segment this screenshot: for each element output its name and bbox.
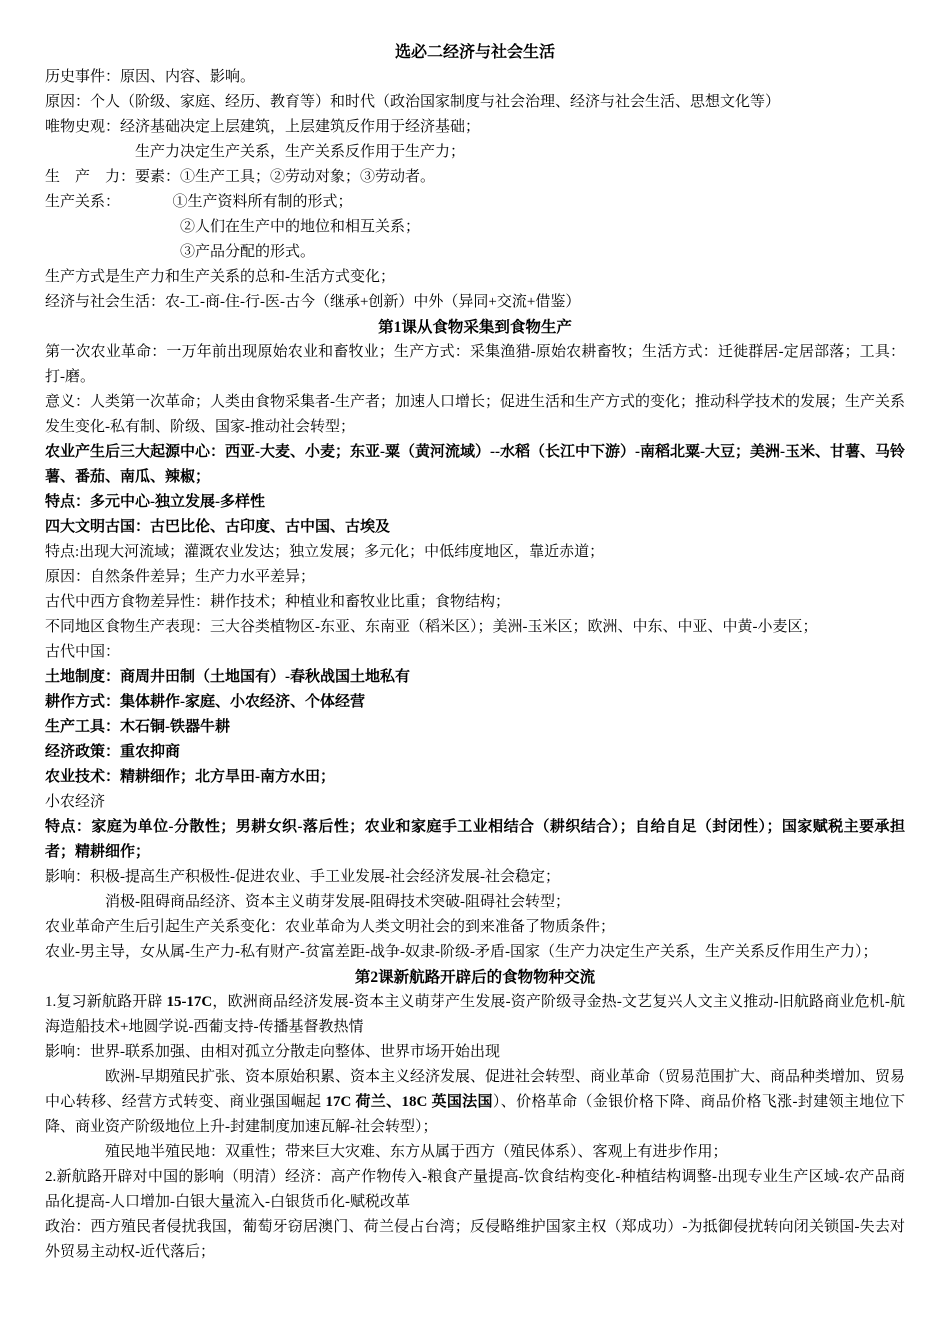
- paragraph: 农业革命产生后引起生产关系变化：农业革命为人类文明社会的到来准备了物质条件；: [45, 919, 616, 935]
- text-run: ，欧洲商品经济发展-资本主义萌芽产生发展-资产阶级寻金热-文艺复兴人文主义推动-旧航路商业危机-航海造船技术+地圆学说-西葡支持-传播基督教热情: [45, 994, 905, 1035]
- text-run: ）、价格革命（金银价格下降、商品价格飞涨-封建领主地位下降、商业资产阶级地位上升-封建制度加速瓦解-社会转型）；: [45, 1094, 905, 1135]
- paragraph: 政治：西方殖民者侵扰我国，葡萄牙窃居澳门、荷兰侵占台湾；反侵略维护国家主权（郑成功）-为抵御侵扰转向闭关锁国-失去对外贸易主动权-近代落后；: [45, 1219, 905, 1260]
- paragraph: 影响：积极-提高生产积极性-促进农业、手工业发展-社会经济发展-社会稳定；: [45, 869, 560, 885]
- paragraph: 2.新航路开辟对中国的影响（明清）经济：高产作物传入-粮食产量提高-饮食结构变化-种植结构调整-出现专业生产区域-农产品商品化提高-人口增加-白银大量流入-白银货币化-赋税改革: [45, 1169, 905, 1210]
- text-run: 欧洲-早期殖民扩张、资本原始积累、资本主义经济发展、促进社会转型、商业革命（贸易范围扩大、商品种类增加、贸易中心转移、经营方式转变、商业强国崛起: [45, 1069, 906, 1110]
- paragraph: 小农经济: [45, 794, 106, 810]
- paragraph: 不同地区食物生产表现：三大谷类植物区-东亚、东南亚（稻米区）；美洲-玉米区；欧洲、中东、中亚、中黄-小麦区；: [45, 619, 818, 635]
- paragraph: 土地制度：商周井田制（土地国有）-春秋战国土地私有: [45, 669, 410, 685]
- paragraph: 农业技术：精耕细作；北方旱田-南方水田；: [45, 769, 335, 785]
- paragraph: 特点：多元中心-独立发展-多样性: [45, 494, 265, 510]
- paragraph: 特点：家庭为单位-分散性；男耕女织-落后性；农业和家庭手工业相结合（耕织结合）；自给自足（封闭性）；国家赋税主要承担者；精耕细作；: [45, 819, 905, 860]
- paragraph: 经济政策：重农抑商: [45, 744, 181, 760]
- paragraph: ②人们在生产中的地位和相互关系；: [45, 219, 421, 235]
- paragraph: 耕作方式：集体耕作-家庭、小农经济、个体经营: [45, 694, 365, 710]
- paragraph: 第一次农业革命：一万年前出现原始农业和畜牧业；生产方式：采集渔猎-原始农耕畜牧；生活方式：迁徙群居-定居部落；工具：打-磨。: [45, 344, 905, 385]
- section-heading: 第1课从食物采集到食物生产: [378, 319, 572, 336]
- paragraph: ③产品分配的形式。: [45, 244, 316, 260]
- paragraph: 古代中西方食物差异性：耕作技术；种植业和畜牧业比重；食物结构；: [45, 594, 511, 610]
- doc-title: 选必二经济与社会生活: [394, 44, 555, 61]
- paragraph: 殖民地半殖民地：双重性；带来巨大灾难、东方从属于西方（殖民体系）、客观上有进步作用；: [45, 1144, 728, 1160]
- bold-run: 17C 荷兰、18C 英国法国: [325, 1094, 493, 1110]
- paragraph: 原因：自然条件差异；生产力水平差异；: [45, 569, 316, 585]
- paragraph: 生 产 力：要素：①生产工具；②劳动对象；③劳动者。: [45, 169, 436, 185]
- paragraph: 消极-阻碍商品经济、资本主义萌芽发展-阻碍技术突破-阻碍社会转型；: [45, 894, 570, 910]
- paragraph: [45, 1065, 905, 1140]
- paragraph: 历史事件：原因、内容、影响。: [45, 69, 256, 85]
- paragraph: 农业产生后三大起源中心：西亚-大麦、小麦；东亚-粟（黄河流域）--水稻（长江中下游）-南稻北粟-大豆；美洲-玉米、甘薯、马铃薯、番茄、南瓜、辣椒；: [45, 444, 905, 485]
- paragraph: 唯物史观：经济基础决定上层建筑，上层建筑反作用于经济基础；: [45, 119, 481, 135]
- paragraph: 生产方式是生产力和生产关系的总和-生活方式变化；: [45, 269, 395, 285]
- paragraph: [45, 990, 905, 1040]
- paragraph: 四大文明古国：古巴比伦、古印度、古中国、古埃及: [45, 519, 391, 535]
- section-heading: 第2课新航路开辟后的食物物种交流: [354, 969, 596, 986]
- paragraph: 特点:出现大河流域；灌溉农业发达；独立发展；多元化；中低纬度地区，靠近赤道；: [45, 544, 605, 560]
- bold-run: 15-17C: [166, 994, 213, 1010]
- paragraph: 生产工具：木石铜-铁器牛耕: [45, 719, 230, 735]
- paragraph: 影响：世界-联系加强、由相对孤立分散走向整体、世界市场开始出现: [45, 1044, 500, 1060]
- paragraph: 经济与社会生活：农-工-商-住-行-医-古今（继承+创新）中外（异同+交流+借鉴）: [45, 294, 581, 310]
- paragraph: 生产关系： ①生产资料所有制的形式；: [45, 194, 353, 210]
- text-run: 1.复习新航路开辟: [45, 994, 167, 1010]
- paragraph: 古代中国：: [45, 644, 121, 660]
- paragraph: 生产力决定生产关系，生产关系反作用于生产力；: [45, 144, 466, 160]
- paragraph: 意义：人类第一次革命；人类由食物采集者-生产者；加速人口增长；促进生活和生产方式的变化；推动科学技术的发展；生产关系发生变化-私有制、阶级、国家-推动社会转型；: [45, 394, 906, 435]
- paragraph: 农业-男主导，女从属-生产力-私有财产-贫富差距-战争-奴隶-阶级-矛盾-国家（生产力决定生产关系，生产关系反作用生产力）；: [45, 944, 878, 960]
- paragraph: 原因：个人（阶级、家庭、经历、教育等）和时代（政治国家制度与社会治理、经济与社会生活、思想文化等）: [45, 94, 781, 110]
